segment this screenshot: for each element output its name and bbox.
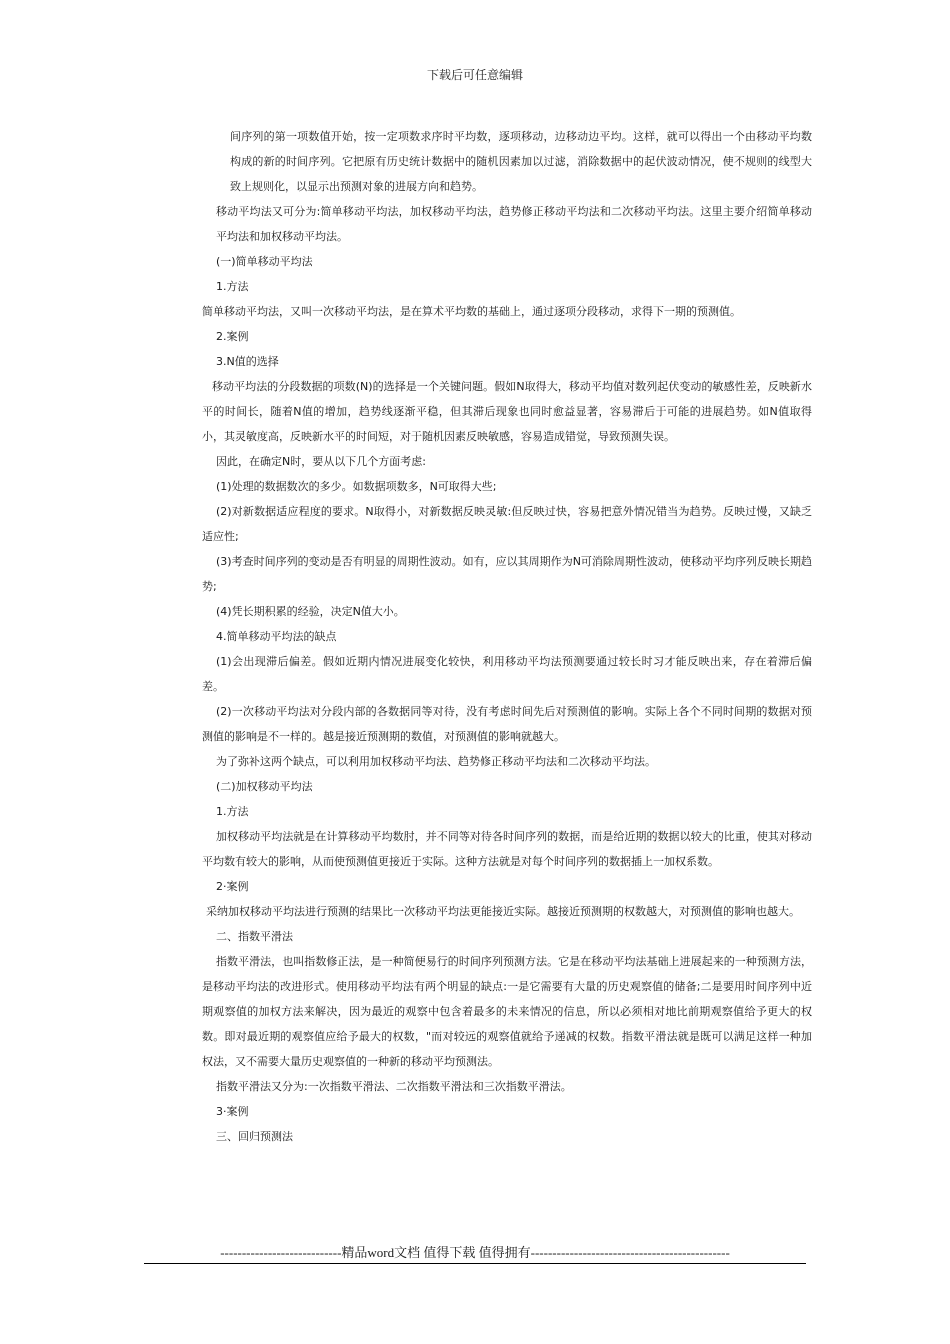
paragraph: 指数平滑法，也叫指数修正法，是一种简便易行的时间序列预测方法。它是在移动平均法基础上进展起来的一种预测方法，是移动平均法的改进形式。使用移动平均法有两个明显的缺点:一是它需要有大量的历史观察值的储备;二是要用时间序列中近期观察值的加权方法来解决，因为最近的观察中包含着最多的未来情况的信息，所以必须相对地比前期观察值给予更大的权数。即对最近期的观察值应给予最大的权数，"而对较远的观察值就给予递减的权数。指数平滑法就是既可以满足这样一种加权法，又不需要大量历史观察值的一种新的移动平均预测法。	[202, 955, 812, 1068]
list-item: (3)考查时间序列的变动是否有明显的周期性波动。如有，应以其周期作为N可消除周期性波动，使移动平均序列反映长期趋势;	[202, 555, 812, 593]
list-item: (1)会出现滞后偏差。假如近期内情况进展变化较快，利用移动平均法预测要通过较长时习才能反映出来，存在着滞后偏差。	[202, 655, 812, 693]
paragraph: 间序列的第一项数值开始，按一定项数求序时平均数，逐项移动，边移动边平均。这样，就可以得出一个由移动平均数构成的新的时间序列。它把原有历史统计数据中的随机因素加以过滤，消除数据中的起伏波动情况，使不规则的线型大致上规则化，以显示出预测对象的进展方向和趋势。	[230, 130, 812, 193]
section-heading: 二、指数平滑法	[216, 930, 293, 943]
list-item: (2)对新数据适应程度的要求。N取得小，对新数据反映灵敏:但反映过快，容易把意外情况错当为趋势。反映过慢，又缺乏适应性;	[202, 505, 812, 543]
subsection-heading: 3·案例	[216, 1105, 249, 1118]
paragraph: 简单移动平均法，又叫一次移动平均法，是在算术平均数的基础上，通过逐项分段移动，求得下一期的预测值。	[202, 305, 741, 318]
list-item: (1)处理的数据数次的多少。如数据项数多，N可取得大些;	[216, 480, 497, 493]
paragraph: 加权移动平均法就是在计算移动平均数肘，并不同等对待各时间序列的数据，而是给近期的数据以较大的比重，使其对移动平均数有较大的影响，从而使预测值更接近于实际。这种方法就是对每个时间序列的数据插上一加权系数。	[202, 830, 812, 868]
section-heading: (二)加权移动平均法	[216, 780, 313, 793]
document-body	[202, 124, 812, 1149]
section-heading: 三、回归预测法	[216, 1130, 293, 1143]
subsection-heading: 2.案例	[216, 330, 249, 343]
subsection-heading: 1.方法	[216, 805, 249, 818]
list-item: (2)一次移动平均法对分段内部的各数据同等对待，没有考虑时间先后对预测值的影响。实际上各个不同时间期的数据对预测值的影响是不一样的。越是接近预测期的数值，对预测值的影响就越大。	[202, 705, 812, 743]
subsection-heading: 4.简单移动平均法的缺点	[216, 630, 337, 643]
list-item: (4)凭长期积累的经验，决定N值大小。	[216, 605, 405, 618]
paragraph: 因此，在确定N时，要从以下几个方面考虑:	[216, 455, 426, 468]
page-footer: ----------------------------精品word文档 值得下载 值得拥有----------------------------------------------	[144, 1244, 806, 1264]
paragraph: 采纳加权移动平均法进行预测的结果比一次移动平均法更能接近实际。越接近预测期的权数越大，对预测值的影响也越大。	[206, 905, 800, 918]
subsection-heading: 1.方法	[216, 280, 249, 293]
paragraph: 指数平滑法又分为:一次指数平滑法、二次指数平滑法和三次指数平滑法。	[216, 1080, 572, 1093]
subsection-heading: 3.N值的选择	[216, 355, 279, 368]
paragraph: 为了弥补这两个缺点，可以利用加权移动平均法、趋势修正移动平均法和二次移动平均法。	[216, 755, 656, 768]
paragraph: 移动平均法的分段数据的项数(N)的选择是一个关键问题。假如N取得大，移动平均值对数列起伏变动的敏感性差，反映新水平的时间长，随着N值的增加，趋势线逐渐平稳，但其滞后现象也同时愈益显著，容易滞后于可能的进展趋势。如N值取得小，其灵敏度高，反映新水平的时间短，对于随机因素反映敏感，容易造成错觉，导致预测失误。	[202, 380, 812, 443]
paragraph: 移动平均法又可分为:简单移动平均法，加权移动平均法，趋势修正移动平均法和二次移动平均法。这里主要介绍简单移动平均法和加权移动平均法。	[216, 205, 812, 243]
subsection-heading: 2·案例	[216, 880, 249, 893]
section-heading: (一)简单移动平均法	[216, 255, 313, 268]
page-header: 下载后可任意编辑	[426, 68, 523, 82]
